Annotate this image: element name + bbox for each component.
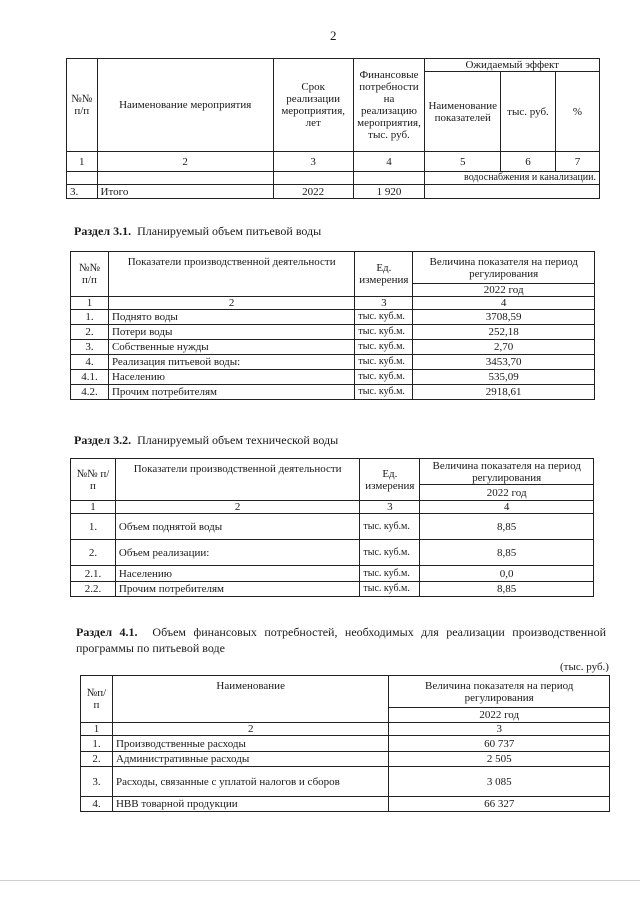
row-num: 4.2. xyxy=(71,385,109,400)
table-row xyxy=(71,385,595,400)
table-row xyxy=(67,185,600,199)
row-unit: тыс. куб.м. xyxy=(360,566,420,582)
row-num: 3. xyxy=(81,767,113,797)
section-label: Раздел 3.1. xyxy=(74,224,132,238)
row-value: 2918,61 xyxy=(413,385,595,400)
table-row xyxy=(81,767,610,797)
row-value: 3708,59 xyxy=(413,310,595,325)
row-value: 3 085 xyxy=(389,767,610,797)
activities-table xyxy=(66,58,600,199)
col-number: 2 xyxy=(97,152,273,172)
column-number-row xyxy=(71,501,594,514)
row-unit: тыс. куб.м. xyxy=(360,540,420,566)
col-number: 2 xyxy=(112,723,388,736)
section-title: Объем финансовых потребностей, необходимых для реализации производственной программы по питьевой воде xyxy=(76,625,606,655)
row-num: 2. xyxy=(81,752,113,767)
col-header-value: Величина показателя на период регулирования xyxy=(413,252,595,284)
column-number-row xyxy=(81,723,610,736)
page-number: 2 xyxy=(330,28,337,43)
row-num: 1. xyxy=(81,736,113,752)
col-number: 4 xyxy=(413,297,595,310)
row-value: 8,85 xyxy=(420,582,594,597)
row-value: 60 737 xyxy=(389,736,610,752)
row-name: Расходы, связанные с уплатой налогов и сборов xyxy=(112,767,388,797)
row-value: 2 505 xyxy=(389,752,610,767)
row-value: 0,0 xyxy=(420,566,594,582)
row-name: Производственные расходы xyxy=(112,736,388,752)
col-number: 4 xyxy=(420,501,594,514)
col-number: 1 xyxy=(71,501,116,514)
col-header-indicator: Наименование показателей xyxy=(425,72,501,152)
row-name: Поднято воды xyxy=(108,310,354,325)
col-header-num: №№ п/п xyxy=(71,252,109,297)
col-number: 2 xyxy=(115,501,359,514)
col-number: 5 xyxy=(425,152,501,172)
technical-water-table xyxy=(70,458,594,597)
col-number: 3 xyxy=(360,501,420,514)
unit-note: (тыс. руб.) xyxy=(560,661,609,673)
table-row xyxy=(71,566,594,582)
row-name: Объем поднятой воды xyxy=(115,514,359,540)
col-header-name: Наименование xyxy=(112,676,388,723)
row-unit: тыс. куб.м. xyxy=(355,340,413,355)
row-num: 4. xyxy=(71,355,109,370)
col-header-num: №№ п/п xyxy=(71,459,116,501)
row-value: 8,85 xyxy=(420,540,594,566)
col-number: 3 xyxy=(273,152,353,172)
row-value: 3453,70 xyxy=(413,355,595,370)
row-value: 2,70 xyxy=(413,340,595,355)
row-unit: тыс. куб.м. xyxy=(355,385,413,400)
row-num: 1. xyxy=(71,310,109,325)
row-name: Прочим потребителям xyxy=(115,582,359,597)
section-label: Раздел 3.2. xyxy=(74,433,132,447)
row-name: Потери воды xyxy=(108,325,354,340)
col-header-value: Величина показателя на период регулирования xyxy=(389,676,610,708)
row-unit: тыс. куб.м. xyxy=(360,514,420,540)
row-unit: тыс. куб.м. xyxy=(355,355,413,370)
row-num: 2. xyxy=(71,540,116,566)
table-note: водоснабжения и канализации. xyxy=(425,172,600,185)
table-row xyxy=(71,540,594,566)
column-number-row xyxy=(67,152,600,172)
col-header-num: №п/п xyxy=(81,676,113,723)
col-number: 2 xyxy=(108,297,354,310)
drinking-water-table xyxy=(70,251,595,400)
financial-needs-table xyxy=(80,675,610,812)
row-num: 4. xyxy=(81,797,113,812)
col-header-year: 2022 год xyxy=(413,284,595,297)
row-name: Населению xyxy=(108,370,354,385)
table-row xyxy=(81,797,610,812)
row-amount: 1 920 xyxy=(353,185,425,199)
row-unit: тыс. куб.м. xyxy=(355,310,413,325)
row-num: 1. xyxy=(71,514,116,540)
row-year: 2022 xyxy=(273,185,353,199)
col-number: 3 xyxy=(355,297,413,310)
col-header-value: Величина показателя на период регулирования xyxy=(420,459,594,485)
col-number: 6 xyxy=(501,152,556,172)
section-label: Раздел 4.1. xyxy=(76,625,138,639)
row-num: 2.2. xyxy=(71,582,116,597)
col-number: 4 xyxy=(353,152,425,172)
table-row xyxy=(71,370,595,385)
row-name: Прочим потребителям xyxy=(108,385,354,400)
column-number-row xyxy=(71,297,595,310)
row-name: Собственные нужды xyxy=(108,340,354,355)
row-value: 66 327 xyxy=(389,797,610,812)
col-header-rub: тыс. руб. xyxy=(501,72,556,152)
scan-line xyxy=(0,880,640,881)
table-row xyxy=(81,752,610,767)
row-num: 2. xyxy=(71,325,109,340)
col-header-term: Срок реализации мероприятия, лет xyxy=(273,59,353,152)
col-header-effect: Ожидаемый эффект xyxy=(425,59,600,72)
section-title: Планируемый объем питьевой воды xyxy=(137,224,322,238)
table-row xyxy=(71,514,594,540)
col-header-name: Показатели производственной деятельности xyxy=(108,252,354,297)
table-row xyxy=(81,736,610,752)
table-row xyxy=(71,340,595,355)
section-4-1-heading xyxy=(76,624,606,656)
table-row xyxy=(71,582,594,597)
col-header-percent: % xyxy=(555,72,599,152)
row-num: 2.1. xyxy=(71,566,116,582)
row-unit: тыс. куб.м. xyxy=(355,325,413,340)
col-number: 1 xyxy=(71,297,109,310)
row-unit: тыс. куб.м. xyxy=(360,582,420,597)
col-header-finance: Финансовые потребности на реализацию мероприятия, тыс. руб. xyxy=(353,59,425,152)
table-row xyxy=(71,355,595,370)
col-header-year: 2022 год xyxy=(389,708,610,723)
row-num: 3. xyxy=(71,340,109,355)
row-unit: тыс. куб.м. xyxy=(355,370,413,385)
table-row xyxy=(71,310,595,325)
section-3-2-heading xyxy=(74,433,338,448)
row-value: 8,85 xyxy=(420,514,594,540)
row-num: 3. xyxy=(67,185,98,199)
col-header-unit: Ед. измерения xyxy=(360,459,420,501)
row-name: Объем реализации: xyxy=(115,540,359,566)
table-row xyxy=(71,325,595,340)
col-number: 7 xyxy=(555,152,599,172)
col-number: 3 xyxy=(389,723,610,736)
col-number: 1 xyxy=(67,152,98,172)
row-value: 252,18 xyxy=(413,325,595,340)
col-header-name: Наименование мероприятия xyxy=(97,59,273,152)
row-name: Реализация питьевой воды: xyxy=(108,355,354,370)
col-header-name: Показатели производственной деятельности xyxy=(115,459,359,501)
row-name: Административные расходы xyxy=(112,752,388,767)
row-value: 535,09 xyxy=(413,370,595,385)
row-num: 4.1. xyxy=(71,370,109,385)
col-header-unit: Ед. измерения xyxy=(355,252,413,297)
section-title: Планируемый объем технической воды xyxy=(137,433,339,447)
row-name: Населению xyxy=(115,566,359,582)
row-name: Итого xyxy=(97,185,273,199)
col-header-year: 2022 год xyxy=(420,485,594,501)
row-name: НВВ товарной продукции xyxy=(112,797,388,812)
section-3-1-heading xyxy=(74,224,321,239)
col-header-num: №№ п/п xyxy=(67,59,98,152)
col-number: 1 xyxy=(81,723,113,736)
